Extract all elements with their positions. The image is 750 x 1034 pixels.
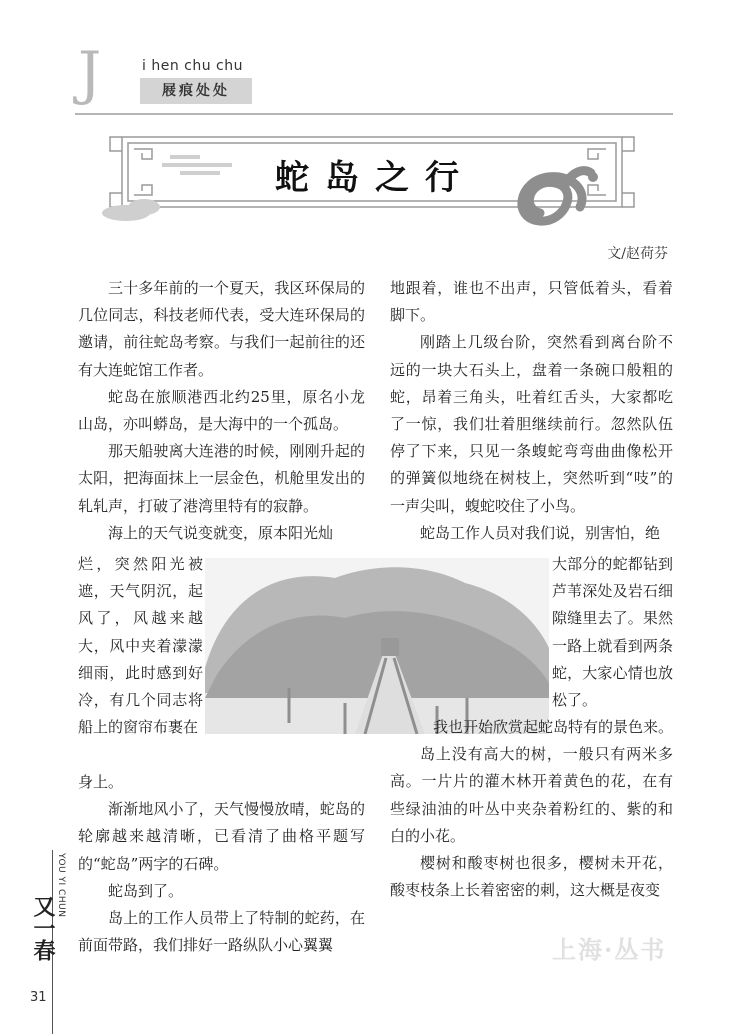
paragraph: 地跟着，谁也不出声，只管低着头，看着脚下。 bbox=[390, 279, 673, 325]
right-column-top bbox=[390, 275, 673, 547]
section-pinyin: i hen chu chu bbox=[142, 58, 243, 74]
magazine-title: 又一春 bbox=[30, 895, 56, 961]
article-author: 文/赵荷芬 bbox=[607, 246, 668, 262]
section-initial: J bbox=[78, 39, 102, 107]
left-column-top bbox=[78, 275, 365, 547]
header-divider bbox=[75, 113, 673, 115]
page-number: 31 bbox=[30, 990, 47, 1005]
paragraph: 渐渐地风小了，天气慢慢放晴，蛇岛的轮廓越来越清晰，已看清了曲格平题写的“蛇岛”两字的石碑。 bbox=[78, 800, 365, 873]
paragraph: 岛上没有高大的树，一般只有两米多高。一片片的灌木林开着黄色的花，在有些绿油油的叶丛中夹杂着粉红的、紫的和白的小花。 bbox=[390, 745, 673, 845]
article-title: 蛇岛之行 bbox=[275, 158, 475, 198]
island-photo bbox=[205, 558, 549, 734]
paragraph: 岛上的工作人员带上了特制的蛇药，在前面带路，我们排好一路纵队小心翼翼 bbox=[78, 909, 365, 955]
paragraph: 蛇岛到了。 bbox=[108, 881, 184, 900]
magazine-pinyin: YOU YI CHUN bbox=[56, 853, 66, 918]
paragraph: 三十多年前的一个夏天，我区环保局的几位同志，科技老师代表，受大连环保局的邀请，前往蛇岛考察。与我们一起前往的还有大连蛇馆工作者。 bbox=[78, 279, 365, 379]
paragraph: 樱树和酸枣树也很多，樱树未开花，酸枣枝条上长着密密的刺，这大概是夜变 bbox=[390, 854, 673, 900]
right-wrap-text: 大部分的蛇都钻到芦苇深处及岩石细隙缝里去了。果然一路上就看到两条蛇，大家心情也放松了。 bbox=[552, 555, 673, 710]
left-wrap-text: 烂，突然阳光被遮，天气阴沉，起风了，风越来越大，风中夹着濛濛细雨，此时感到好冷，有几个同志将船上的窗帘布裹在 bbox=[78, 555, 203, 737]
paragraph: 我也开始欣赏起蛇岛特有的景色来。 bbox=[432, 718, 673, 736]
paragraph: 那天船驶离大连港的时候，刚刚升起的太阳，把海面抹上一层金色，机舱里发出的轧轧声，打破了港湾里特有的寂静。 bbox=[78, 442, 365, 515]
section-label: 屐痕处处 bbox=[140, 78, 252, 104]
paragraph: 刚踏上几级台阶，突然看到离台阶不远的一块大石头上，盘着一条碗口般粗的蛇，昂着三角头，吐着红舌头，大家都吃了一惊，我们壮着胆继续前行。忽然队伍停了下来，只见一条蝮蛇弯弯曲曲像松开的弹簧似地绕在树枝上，突然听到“吱”的一声尖叫，蝮蛇咬住了小鸟。 bbox=[390, 333, 673, 515]
paragraph: 海上的天气说变就变，原本阳光灿 bbox=[108, 523, 334, 542]
watermark: 上海·丛书 bbox=[552, 935, 667, 964]
right-column-bottom bbox=[390, 714, 673, 904]
paragraph: 蛇岛工作人员对我们说，别害怕，绝 bbox=[420, 523, 661, 542]
paragraph: 蛇岛在旅顺港西北约25里，原名小龙山岛，亦叫蟒岛，是大海中的一个孤岛。 bbox=[78, 387, 365, 434]
left-column-bottom bbox=[78, 769, 365, 959]
paragraph: 身上。 bbox=[78, 773, 124, 791]
